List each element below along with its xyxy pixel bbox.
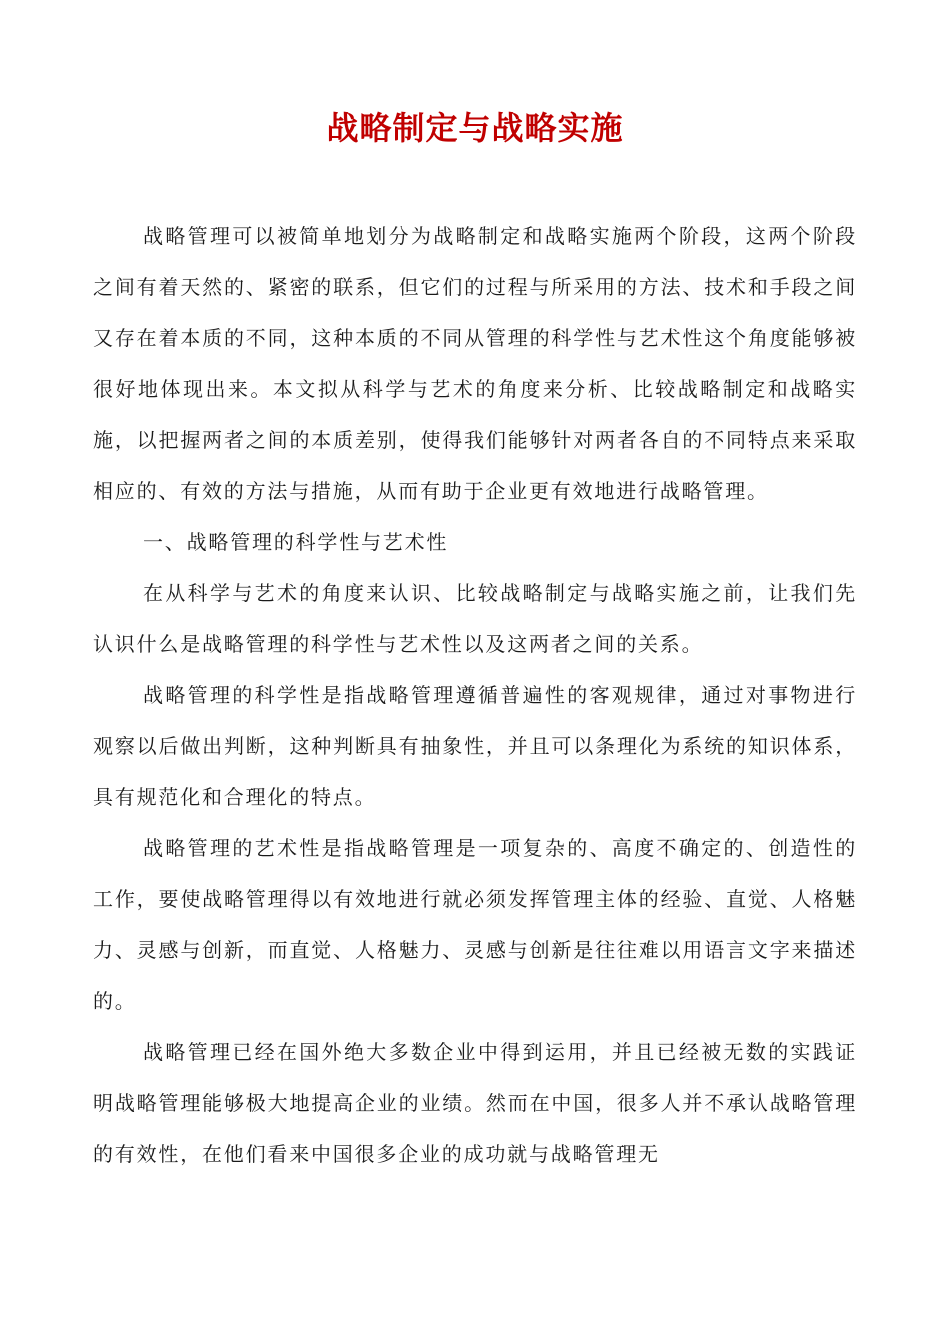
paragraph-intro: 战略管理可以被简单地划分为战略制定和战略实施两个阶段，这两个阶段之间有着天然的、紧密的联系，但它们的过程与所采用的方法、技术和手段之间又存在着本质的不同，这种本质的不同从管理的科学性与艺术性这个角度能够被很好地体现出来。本文拟从科学与艺术的角度来分析、比较战略制定和战略实施，以把握两者之间的本质差别，使得我们能够针对两者各自的不同特点来采取相应的、有效的方法与措施，从而有助于企业更有效地进行战略管理。	[93, 224, 857, 503]
document-title: 战略制定与战略实施	[326, 109, 624, 147]
paragraph-application: 战略管理已经在国外绝大多数企业中得到运用，并且已经被无数的实践证明战略管理能够极大地提高企业的业绩。然而在中国，很多人并不承认战略管理的有效性，在他们看来中国很多企业的成功就与战略管理无	[93, 1040, 857, 1166]
document-body	[93, 211, 857, 1180]
section-heading-1: 一、战略管理的科学性与艺术性	[143, 530, 449, 554]
paragraph-section-intro: 在从科学与艺术的角度来认识、比较战略制定与战略实施之前，让我们先认识什么是战略管理的科学性与艺术性以及这两者之间的关系。	[93, 581, 857, 656]
paragraph-artistic: 战略管理的艺术性是指战略管理是一项复杂的、高度不确定的、创造性的工作，要使战略管理得以有效地进行就必须发挥管理主体的经验、直觉、人格魅力、灵感与创新，而直觉、人格魅力、灵感与创新是往往难以用语言文字来描述的。	[93, 836, 857, 1013]
paragraph-scientific: 战略管理的科学性是指战略管理遵循普遍性的客观规律，通过对事物进行观察以后做出判断，这种判断具有抽象性，并且可以条理化为系统的知识体系，具有规范化和合理化的特点。	[93, 683, 857, 809]
